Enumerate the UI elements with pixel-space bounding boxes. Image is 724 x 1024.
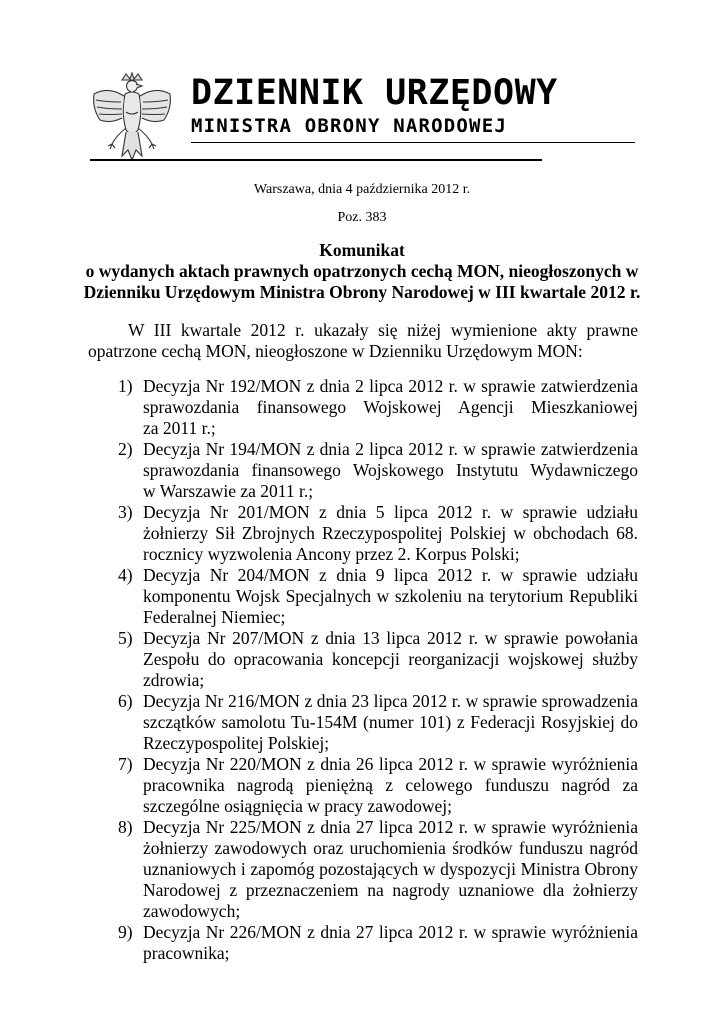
intro-line: opatrzone cechą MON, nieogłoszone w Dzienniku Urzędowym MON:: [88, 341, 583, 361]
list-item-line: Decyzja Nr 207/MON z dnia 13 lipca 2012 r. w sprawie powołania: [143, 628, 638, 648]
document-title: [70, 240, 654, 303]
intro-paragraph: [88, 320, 638, 362]
list-item-number: 2): [118, 439, 133, 459]
masthead-rule-thick: [90, 159, 542, 161]
journal-title: DZIENNIK URZĘDOWY: [191, 73, 558, 113]
title-line: Komunikat: [319, 240, 405, 260]
list-item: [88, 628, 638, 691]
decision-list: [88, 376, 638, 964]
list-item-number: 3): [118, 502, 133, 522]
list-item-line: żołnierzy zawodowych oraz uruchomienia środków funduszu nagród: [143, 838, 638, 858]
list-item: [88, 439, 638, 502]
list-item-line: zdrowia;: [143, 670, 205, 690]
list-item: [88, 817, 638, 922]
list-item-line: rocznicy wyzwolenia Ancony przez 2. Korpus Polski;: [143, 544, 520, 564]
list-item-number: 8): [118, 817, 133, 837]
masthead-rule-thin: [191, 142, 635, 143]
list-item-line: Decyzja Nr 204/MON z dnia 9 lipca 2012 r. w sprawie udziału: [143, 565, 638, 585]
masthead: [88, 70, 638, 170]
list-item-line: Narodowej z przeznaczeniem na nagrody uznaniowe dla żołnierzy: [143, 880, 638, 900]
list-item-number: 5): [118, 628, 133, 648]
list-item: [88, 922, 638, 964]
journal-subtitle: MINISTRA OBRONY NARODOWEJ: [191, 115, 507, 137]
list-item: [88, 754, 638, 817]
list-item-line: Decyzja Nr 192/MON z dnia 2 lipca 2012 r. w sprawie zatwierdzenia: [143, 376, 638, 396]
list-item-line: sprawozdania finansowego Wojskowego Instytutu Wydawniczego: [143, 460, 638, 480]
list-item-line: żołnierzy Sił Zbrojnych Rzeczypospolitej Polskiej w obchodach 68.: [143, 523, 638, 543]
list-item-line: Zespołu do opracowania koncepcji reorganizacji wojskowej służby: [143, 649, 638, 669]
list-item-line: Federalnej Niemiec;: [143, 607, 286, 627]
list-item: [88, 565, 638, 628]
list-item-line: Decyzja Nr 220/MON z dnia 26 lipca 2012 r. w sprawie wyróżnienia: [143, 754, 638, 774]
list-item-line: komponentu Wojsk Specjalnych w szkoleniu na terytorium Republiki: [143, 586, 638, 606]
intro-line: W III kwartale 2012 r. ukazały się niżej wymienione akty prawne: [128, 320, 638, 340]
list-item-number: 4): [118, 565, 133, 585]
list-item-line: pracownika;: [143, 943, 230, 963]
list-item-line: Decyzja Nr 226/MON z dnia 27 lipca 2012 r. w sprawie wyróżnienia: [143, 922, 638, 942]
polish-eagle-emblem-icon: [88, 72, 176, 168]
list-item-line: szczątków samolotu Tu-154M (numer 101) z Federacji Rosyjskiej do: [143, 712, 638, 732]
list-item-line: Rzeczypospolitej Polskiej;: [143, 733, 330, 753]
list-item-line: Decyzja Nr 194/MON z dnia 2 lipca 2012 r. w sprawie zatwierdzenia: [143, 439, 638, 459]
list-item-line: pracownika nagrodą pieniężną z celowego funduszu nagród za: [143, 775, 638, 795]
list-item: [88, 502, 638, 565]
list-item-line: Decyzja Nr 201/MON z dnia 5 lipca 2012 r. w sprawie udziału: [143, 502, 638, 522]
list-item: [88, 691, 638, 754]
list-item-line: za 2011 r.;: [143, 418, 216, 438]
list-item-number: 6): [118, 691, 133, 711]
list-item-line: szczególne osiągnięcia w pracy zawodowej;: [143, 796, 453, 816]
list-item-line: Decyzja Nr 216/MON z dnia 23 lipca 2012 r. w sprawie sprowadzenia: [143, 691, 638, 711]
title-line: Dzienniku Urzędowym Ministra Obrony Narodowej w III kwartale 2012 r.: [83, 282, 641, 302]
list-item: [88, 376, 638, 439]
list-item-number: 9): [118, 922, 133, 942]
list-item-line: sprawozdania finansowego Wojskowej Agencji Mieszkaniowej: [143, 397, 638, 417]
list-item-line: w Warszawie za 2011 r.;: [143, 481, 314, 501]
list-item-number: 1): [118, 376, 133, 396]
dateline: Warszawa, dnia 4 października 2012 r.: [253, 182, 471, 197]
list-item-line: zawodowych;: [143, 901, 241, 921]
title-line: o wydanych aktach prawnych opatrzonych cechą MON, nieogłoszonych w: [85, 261, 639, 281]
position-number: Poz. 383: [337, 210, 387, 225]
list-item-line: Decyzja Nr 225/MON z dnia 27 lipca 2012 r. w sprawie wyróżnienia: [143, 817, 638, 837]
list-item-number: 7): [118, 754, 133, 774]
list-item-line: uznaniowych i zapomóg pozostających w dyspozycji Ministra Obrony: [143, 859, 638, 879]
